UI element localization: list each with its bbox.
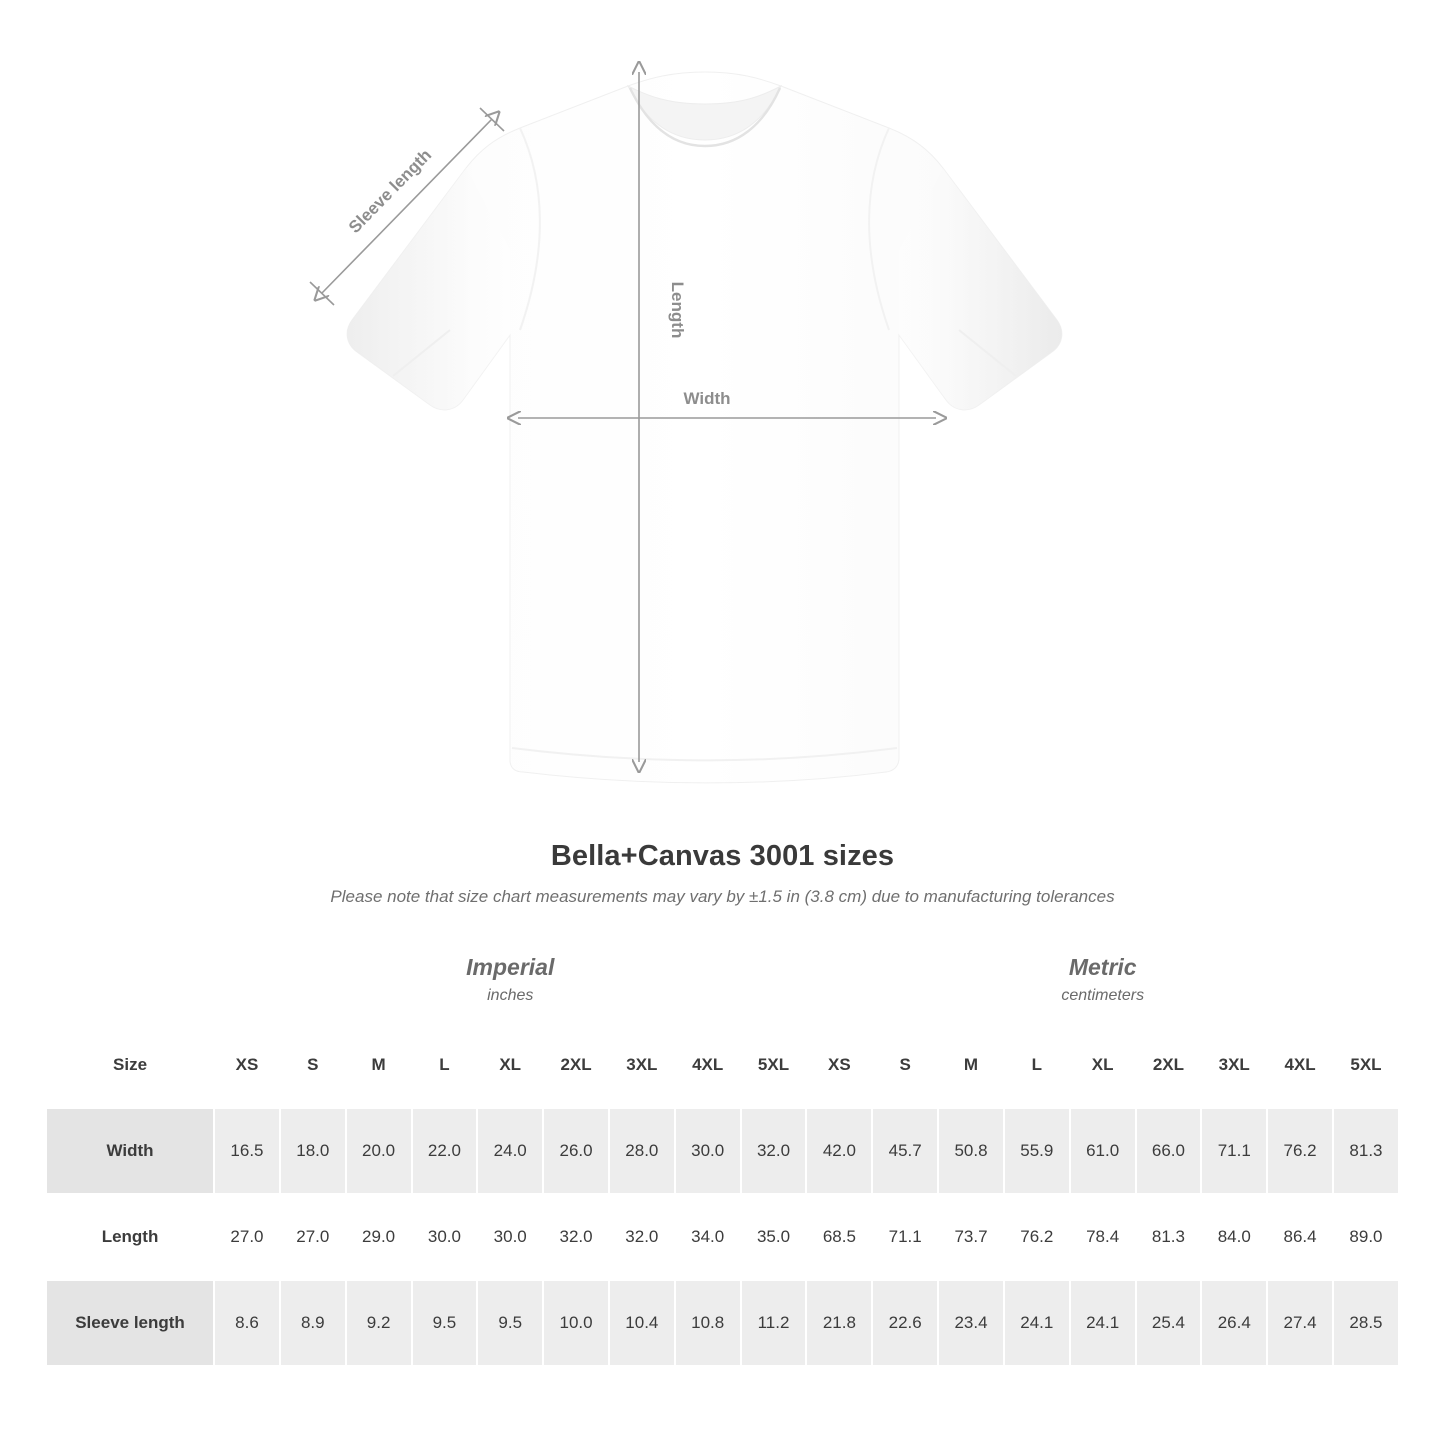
cell-length-9: 68.5: [806, 1194, 872, 1280]
cell-length-7: 34.0: [675, 1194, 741, 1280]
size-header-m-imperial: M: [346, 1022, 412, 1108]
chart-title: Bella+Canvas 3001 sizes: [550, 840, 895, 872]
cell-sleeve-17: 28.5: [1333, 1280, 1399, 1366]
cell-width-13: 61.0: [1070, 1108, 1136, 1194]
cell-length-3: 30.0: [412, 1194, 478, 1280]
size-header-2xl-imperial: 2XL: [543, 1022, 609, 1108]
cell-length-16: 86.4: [1267, 1194, 1333, 1280]
cell-width-2: 20.0: [346, 1108, 412, 1194]
unit-corner-cell: [46, 936, 214, 1022]
cell-width-0: 16.5: [214, 1108, 280, 1194]
size-header-3xl-metric: 3XL: [1201, 1022, 1267, 1108]
size-header-2xl-metric: 2XL: [1136, 1022, 1202, 1108]
table-row-length: [46, 1194, 1399, 1280]
size-table: [45, 935, 1400, 1367]
cell-length-17: 89.0: [1333, 1194, 1399, 1280]
cell-width-1: 18.0: [280, 1108, 346, 1194]
size-header-m-metric: M: [938, 1022, 1004, 1108]
unit-group-metric: [806, 936, 1399, 1022]
cell-width-11: 50.8: [938, 1108, 1004, 1194]
size-header-s-metric: S: [872, 1022, 938, 1108]
size-header-l-imperial: L: [412, 1022, 478, 1108]
size-header-xl-imperial: XL: [477, 1022, 543, 1108]
cell-sleeve-8: 11.2: [741, 1280, 807, 1366]
cell-length-13: 78.4: [1070, 1194, 1136, 1280]
cell-sleeve-5: 10.0: [543, 1280, 609, 1366]
cell-width-15: 71.1: [1201, 1108, 1267, 1194]
cell-width-9: 42.0: [806, 1108, 872, 1194]
cell-sleeve-9: 21.8: [806, 1280, 872, 1366]
cell-sleeve-12: 24.1: [1004, 1280, 1070, 1366]
cell-width-4: 24.0: [477, 1108, 543, 1194]
cell-width-8: 32.0: [741, 1108, 807, 1194]
cell-length-2: 29.0: [346, 1194, 412, 1280]
row-label-sleeve-length: Sleeve length: [46, 1280, 214, 1366]
cell-sleeve-6: 10.4: [609, 1280, 675, 1366]
title-block: [0, 840, 1445, 907]
size-header-xs-imperial: XS: [214, 1022, 280, 1108]
size-header-xl-metric: XL: [1070, 1022, 1136, 1108]
cell-sleeve-3: 9.5: [412, 1280, 478, 1366]
unit-system-label: Metric: [1068, 953, 1137, 980]
cell-width-6: 28.0: [609, 1108, 675, 1194]
cell-sleeve-0: 8.6: [214, 1280, 280, 1366]
cell-length-12: 76.2: [1004, 1194, 1070, 1280]
cell-width-7: 30.0: [675, 1108, 741, 1194]
unit-system-label: Imperial: [466, 953, 555, 980]
unit-units-label: inches: [487, 986, 534, 1004]
cell-sleeve-11: 23.4: [938, 1280, 1004, 1366]
table-row-width: [46, 1108, 1399, 1194]
cell-sleeve-2: 9.2: [346, 1280, 412, 1366]
row-label-length: Length: [46, 1194, 214, 1280]
cell-sleeve-4: 9.5: [477, 1280, 543, 1366]
cell-sleeve-1: 8.9: [280, 1280, 346, 1366]
size-header-l-metric: L: [1004, 1022, 1070, 1108]
size-header-s-imperial: S: [280, 1022, 346, 1108]
unit-group-row: [46, 936, 1399, 1022]
size-header-xs-metric: XS: [806, 1022, 872, 1108]
size-header-5xl-imperial: 5XL: [741, 1022, 807, 1108]
unit-units-label: centimeters: [1061, 986, 1145, 1004]
cell-width-3: 22.0: [412, 1108, 478, 1194]
size-row-header-label: Size: [46, 1022, 214, 1108]
cell-length-1: 27.0: [280, 1194, 346, 1280]
unit-group-imperial: [214, 936, 806, 1022]
size-header-row: [46, 1022, 1399, 1108]
length-label: Length: [668, 281, 687, 339]
cell-sleeve-13: 24.1: [1070, 1280, 1136, 1366]
sleeve-length-label: Sleeve length: [344, 145, 436, 237]
cell-length-11: 73.7: [938, 1194, 1004, 1280]
cell-length-14: 81.3: [1136, 1194, 1202, 1280]
cell-sleeve-16: 27.4: [1267, 1280, 1333, 1366]
cell-length-15: 84.0: [1201, 1194, 1267, 1280]
size-header-3xl-imperial: 3XL: [609, 1022, 675, 1108]
cell-length-6: 32.0: [609, 1194, 675, 1280]
table-row-sleeve-length: [46, 1280, 1399, 1366]
cell-width-17: 81.3: [1333, 1108, 1399, 1194]
cell-width-5: 26.0: [543, 1108, 609, 1194]
cell-length-4: 30.0: [477, 1194, 543, 1280]
size-header-4xl-metric: 4XL: [1267, 1022, 1333, 1108]
cell-width-10: 45.7: [872, 1108, 938, 1194]
cell-length-0: 27.0: [214, 1194, 280, 1280]
width-label: Width: [683, 389, 731, 408]
cell-length-10: 71.1: [872, 1194, 938, 1280]
size-header-4xl-imperial: 4XL: [675, 1022, 741, 1108]
cell-length-8: 35.0: [741, 1194, 807, 1280]
tshirt-shape: [344, 72, 1062, 783]
size-header-5xl-metric: 5XL: [1333, 1022, 1399, 1108]
chart-note: Please note that size chart measurements may vary by ±1.5 in (3.8 cm) due to manufacturing tolerances: [330, 887, 1115, 906]
cell-width-16: 76.2: [1267, 1108, 1333, 1194]
row-label-width: Width: [46, 1108, 214, 1194]
cell-sleeve-10: 22.6: [872, 1280, 938, 1366]
cell-sleeve-7: 10.8: [675, 1280, 741, 1366]
cell-length-5: 32.0: [543, 1194, 609, 1280]
cell-sleeve-14: 25.4: [1136, 1280, 1202, 1366]
cell-width-12: 55.9: [1004, 1108, 1070, 1194]
cell-sleeve-15: 26.4: [1201, 1280, 1267, 1366]
size-table-wrapper: [45, 935, 1400, 1367]
cell-width-14: 66.0: [1136, 1108, 1202, 1194]
